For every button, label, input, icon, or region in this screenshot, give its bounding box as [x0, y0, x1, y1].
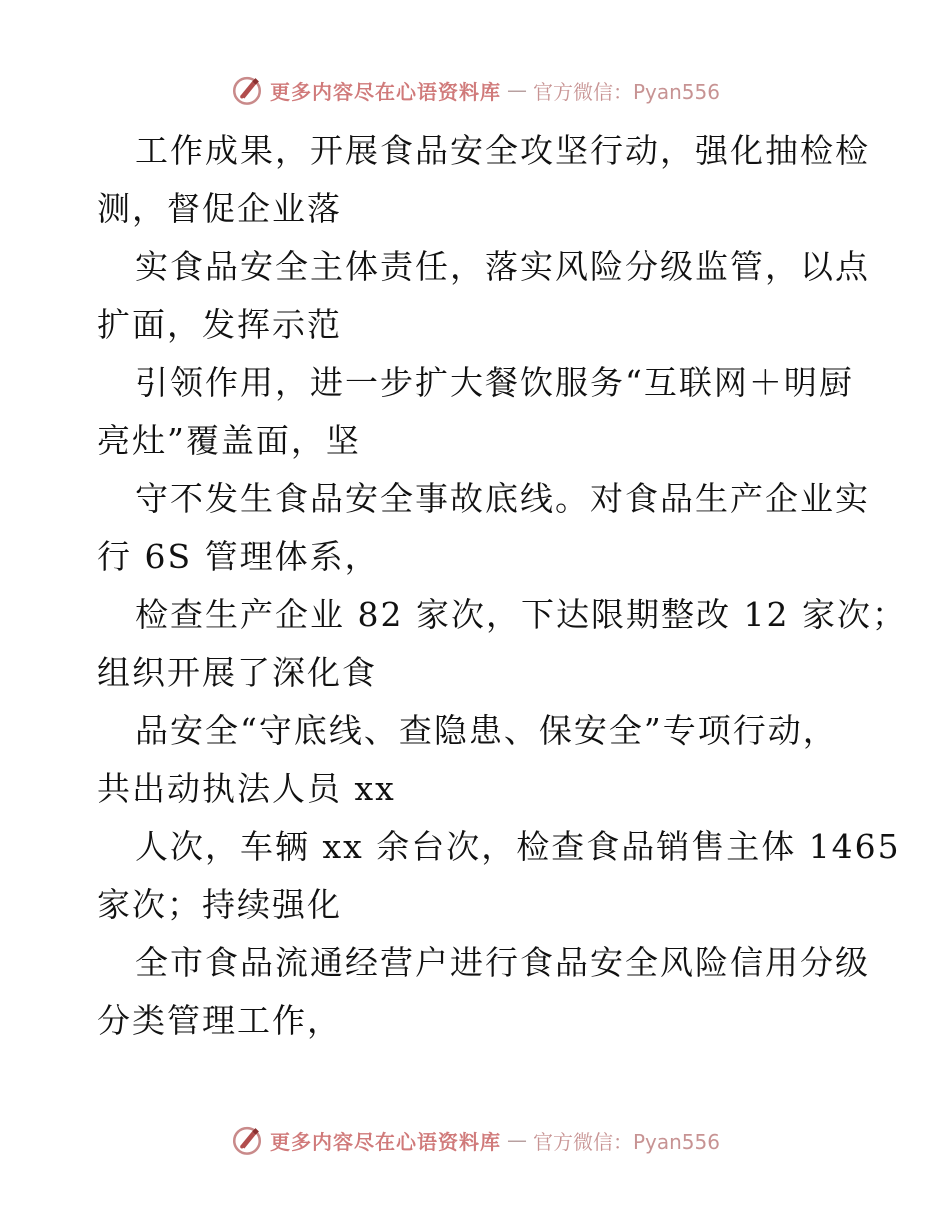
body-line: 品安全“守底线、查隐患、保安全”专项行动， [135, 711, 838, 750]
body-line: 测，督促企业落 [97, 189, 342, 228]
document-body [97, 122, 907, 1050]
body-line: 共出动执法人员 xx [97, 769, 396, 808]
body-line: 行 6S 管理体系， [97, 537, 380, 576]
brand-logo-icon [230, 73, 264, 107]
brand-logo-icon [230, 1123, 264, 1157]
watermark-separator: — [506, 1128, 527, 1152]
body-line: 守不发生食品安全事故底线。对食品生产企业实 [135, 479, 870, 518]
body-line: 引领作用，进一步扩大餐饮服务“互联网＋明厨 [135, 363, 854, 402]
body-line: 亮灶”覆盖面，坚 [97, 421, 361, 460]
footer-watermark [0, 1122, 950, 1158]
body-line: 实食品安全主体责任，落实风险分级监管，以点 [135, 247, 870, 286]
body-line: 全市食品流通经营户进行食品安全风险信用分级 [135, 943, 870, 982]
watermark-separator: — [506, 78, 527, 102]
watermark-wechat-text: 官方微信：Pyan556 [532, 79, 720, 104]
header-watermark [0, 72, 950, 108]
body-line: 分类管理工作， [97, 1001, 342, 1040]
body-line: 人次，车辆 xx 余台次，检查食品销售主体 1465 [135, 827, 901, 866]
body-line: 扩面，发挥示范 [97, 305, 342, 344]
body-line: 组织开展了深化食 [97, 653, 377, 692]
watermark-brand-text: 更多内容尽在心语资料库 [269, 1129, 501, 1154]
watermark-wechat-text: 官方微信：Pyan556 [532, 1129, 720, 1154]
body-line: 家次；持续强化 [97, 885, 342, 924]
body-line: 检查生产企业 82 家次，下达限期整改 12 家次； [135, 595, 907, 634]
body-line: 工作成果，开展食品安全攻坚行动，强化抽检检 [135, 131, 870, 170]
watermark-brand-text: 更多内容尽在心语资料库 [269, 79, 501, 104]
